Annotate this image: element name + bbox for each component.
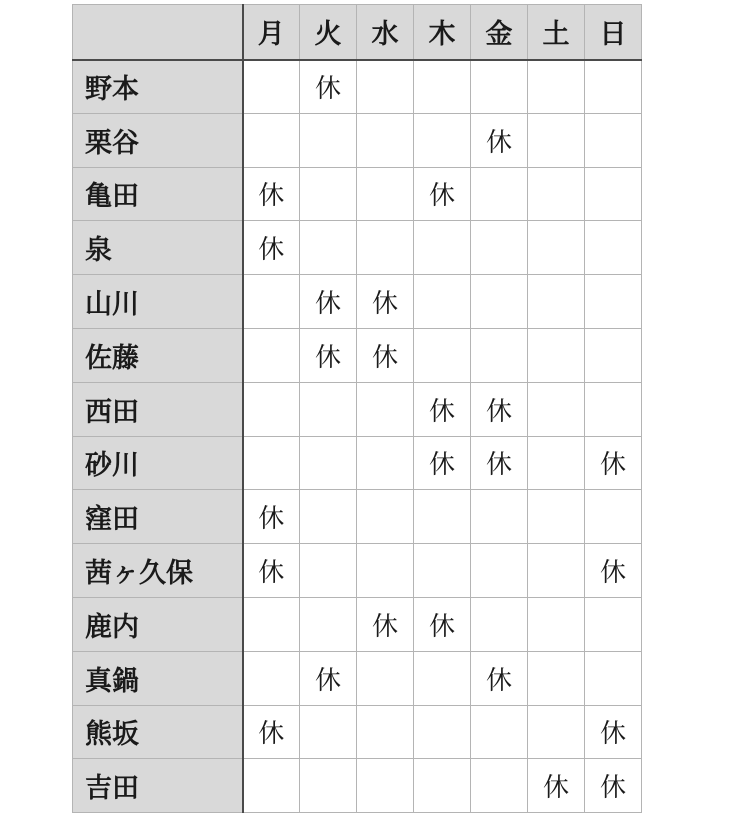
shift-cell-sun[interactable]: 休 bbox=[585, 436, 642, 490]
shift-cell-thu[interactable] bbox=[414, 275, 471, 329]
shift-cell-tue[interactable]: 休 bbox=[300, 275, 357, 329]
shift-cell-tue[interactable] bbox=[300, 544, 357, 598]
shift-cell-fri[interactable] bbox=[471, 328, 528, 382]
shift-cell-mon[interactable] bbox=[243, 382, 300, 436]
employee-name-cell[interactable]: 茜ヶ久保 bbox=[73, 544, 243, 598]
shift-cell-sat[interactable] bbox=[528, 651, 585, 705]
employee-name-cell[interactable]: 鹿内 bbox=[73, 597, 243, 651]
shift-cell-wed[interactable]: 休 bbox=[357, 597, 414, 651]
shift-cell-fri[interactable]: 休 bbox=[471, 382, 528, 436]
shift-cell-sun[interactable] bbox=[585, 113, 642, 167]
shift-cell-mon[interactable] bbox=[243, 275, 300, 329]
employee-name-cell[interactable]: 野本 bbox=[73, 60, 243, 114]
shift-cell-sat[interactable] bbox=[528, 221, 585, 275]
shift-cell-thu[interactable] bbox=[414, 651, 471, 705]
shift-cell-tue[interactable]: 休 bbox=[300, 328, 357, 382]
shift-cell-thu[interactable] bbox=[414, 328, 471, 382]
shift-cell-mon[interactable] bbox=[243, 597, 300, 651]
shift-schedule-table bbox=[72, 4, 642, 813]
employee-name-cell[interactable]: 山川 bbox=[73, 275, 243, 329]
shift-cell-wed[interactable] bbox=[357, 490, 414, 544]
shift-cell-wed[interactable] bbox=[357, 651, 414, 705]
shift-cell-wed[interactable] bbox=[357, 759, 414, 813]
employee-name-cell[interactable]: 熊坂 bbox=[73, 705, 243, 759]
shift-cell-fri[interactable] bbox=[471, 705, 528, 759]
shift-cell-tue[interactable] bbox=[300, 597, 357, 651]
shift-cell-mon[interactable]: 休 bbox=[243, 167, 300, 221]
day-header-fri[interactable]: 金 bbox=[471, 5, 528, 60]
shift-cell-tue[interactable]: 休 bbox=[300, 60, 357, 114]
shift-cell-wed[interactable] bbox=[357, 382, 414, 436]
day-header-sun[interactable]: 日 bbox=[585, 5, 642, 60]
shift-cell-sun[interactable]: 休 bbox=[585, 705, 642, 759]
day-header-mon[interactable]: 月 bbox=[243, 5, 300, 60]
shift-cell-sat[interactable] bbox=[528, 382, 585, 436]
shift-cell-sat[interactable] bbox=[528, 705, 585, 759]
shift-cell-sat[interactable] bbox=[528, 544, 585, 598]
employee-name-cell[interactable]: 真鍋 bbox=[73, 651, 243, 705]
employee-name-cell[interactable]: 泉 bbox=[73, 221, 243, 275]
table-row bbox=[73, 759, 642, 813]
table-row bbox=[73, 436, 642, 490]
shift-cell-mon[interactable] bbox=[243, 328, 300, 382]
table-row bbox=[73, 60, 642, 114]
shift-cell-sun[interactable] bbox=[585, 60, 642, 114]
shift-cell-wed[interactable] bbox=[357, 705, 414, 759]
shift-cell-sat[interactable] bbox=[528, 328, 585, 382]
employee-name-cell[interactable]: 窪田 bbox=[73, 490, 243, 544]
shift-cell-thu[interactable]: 休 bbox=[414, 436, 471, 490]
shift-cell-mon[interactable] bbox=[243, 759, 300, 813]
shift-cell-tue[interactable] bbox=[300, 436, 357, 490]
shift-cell-sat[interactable] bbox=[528, 597, 585, 651]
shift-cell-sat[interactable] bbox=[528, 275, 585, 329]
day-header-tue[interactable]: 火 bbox=[300, 5, 357, 60]
shift-cell-fri[interactable] bbox=[471, 597, 528, 651]
shift-cell-fri[interactable]: 休 bbox=[471, 651, 528, 705]
shift-cell-wed[interactable]: 休 bbox=[357, 328, 414, 382]
shift-cell-tue[interactable]: 休 bbox=[300, 651, 357, 705]
shift-cell-sun[interactable] bbox=[585, 167, 642, 221]
shift-cell-thu[interactable] bbox=[414, 113, 471, 167]
shift-cell-mon[interactable]: 休 bbox=[243, 705, 300, 759]
header-row bbox=[73, 5, 642, 60]
table-row bbox=[73, 705, 642, 759]
shift-cell-tue[interactable] bbox=[300, 382, 357, 436]
day-header-sat[interactable]: 土 bbox=[528, 5, 585, 60]
employee-name-cell[interactable]: 砂川 bbox=[73, 436, 243, 490]
shift-cell-fri[interactable]: 休 bbox=[471, 113, 528, 167]
shift-cell-tue[interactable] bbox=[300, 167, 357, 221]
table-row bbox=[73, 597, 642, 651]
shift-cell-mon[interactable] bbox=[243, 651, 300, 705]
table-row bbox=[73, 275, 642, 329]
shift-cell-fri[interactable] bbox=[471, 60, 528, 114]
schedule-body bbox=[73, 60, 642, 813]
shift-cell-fri[interactable] bbox=[471, 167, 528, 221]
shift-cell-thu[interactable]: 休 bbox=[414, 382, 471, 436]
shift-cell-fri[interactable] bbox=[471, 544, 528, 598]
shift-cell-mon[interactable]: 休 bbox=[243, 490, 300, 544]
shift-cell-sat[interactable] bbox=[528, 113, 585, 167]
shift-cell-wed[interactable]: 休 bbox=[357, 275, 414, 329]
shift-cell-mon[interactable] bbox=[243, 436, 300, 490]
shift-cell-sat[interactable] bbox=[528, 167, 585, 221]
shift-cell-mon[interactable] bbox=[243, 60, 300, 114]
shift-cell-fri[interactable] bbox=[471, 490, 528, 544]
shift-cell-thu[interactable] bbox=[414, 544, 471, 598]
shift-cell-sun[interactable] bbox=[585, 490, 642, 544]
shift-cell-sun[interactable]: 休 bbox=[585, 544, 642, 598]
shift-cell-sun[interactable] bbox=[585, 221, 642, 275]
shift-cell-sat[interactable] bbox=[528, 60, 585, 114]
shift-cell-thu[interactable] bbox=[414, 60, 471, 114]
shift-cell-sun[interactable] bbox=[585, 328, 642, 382]
shift-cell-wed[interactable] bbox=[357, 544, 414, 598]
shift-cell-tue[interactable] bbox=[300, 705, 357, 759]
shift-cell-sun[interactable] bbox=[585, 597, 642, 651]
employee-name-cell[interactable]: 吉田 bbox=[73, 759, 243, 813]
table-row bbox=[73, 382, 642, 436]
shift-cell-sun[interactable]: 休 bbox=[585, 759, 642, 813]
table-row bbox=[73, 328, 642, 382]
shift-cell-wed[interactable] bbox=[357, 113, 414, 167]
table-row bbox=[73, 113, 642, 167]
shift-cell-wed[interactable] bbox=[357, 60, 414, 114]
shift-cell-wed[interactable] bbox=[357, 221, 414, 275]
shift-cell-sat[interactable] bbox=[528, 490, 585, 544]
employee-name-cell[interactable]: 西田 bbox=[73, 382, 243, 436]
shift-cell-thu[interactable]: 休 bbox=[414, 597, 471, 651]
shift-cell-fri[interactable] bbox=[471, 759, 528, 813]
shift-cell-sat[interactable]: 休 bbox=[528, 759, 585, 813]
employee-name-cell[interactable]: 栗谷 bbox=[73, 113, 243, 167]
shift-cell-wed[interactable] bbox=[357, 167, 414, 221]
day-header-thu[interactable]: 木 bbox=[414, 5, 471, 60]
table-row bbox=[73, 490, 642, 544]
shift-cell-thu[interactable] bbox=[414, 759, 471, 813]
shift-cell-sun[interactable] bbox=[585, 382, 642, 436]
shift-cell-thu[interactable] bbox=[414, 221, 471, 275]
table-row bbox=[73, 167, 642, 221]
shift-cell-thu[interactable]: 休 bbox=[414, 167, 471, 221]
shift-cell-fri[interactable] bbox=[471, 221, 528, 275]
shift-cell-thu[interactable] bbox=[414, 705, 471, 759]
table-row bbox=[73, 544, 642, 598]
shift-cell-wed[interactable] bbox=[357, 436, 414, 490]
shift-cell-sun[interactable] bbox=[585, 651, 642, 705]
shift-cell-sat[interactable] bbox=[528, 436, 585, 490]
corner-cell[interactable] bbox=[73, 5, 243, 60]
shift-cell-tue[interactable] bbox=[300, 113, 357, 167]
employee-name-cell[interactable]: 佐藤 bbox=[73, 328, 243, 382]
shift-cell-tue[interactable] bbox=[300, 490, 357, 544]
shift-cell-fri[interactable]: 休 bbox=[471, 436, 528, 490]
day-header-wed[interactable]: 水 bbox=[357, 5, 414, 60]
shift-cell-mon[interactable]: 休 bbox=[243, 544, 300, 598]
employee-name-cell[interactable]: 亀田 bbox=[73, 167, 243, 221]
shift-cell-mon[interactable] bbox=[243, 113, 300, 167]
shift-cell-thu[interactable] bbox=[414, 490, 471, 544]
table-row bbox=[73, 651, 642, 705]
shift-cell-tue[interactable] bbox=[300, 221, 357, 275]
shift-cell-tue[interactable] bbox=[300, 759, 357, 813]
shift-cell-mon[interactable]: 休 bbox=[243, 221, 300, 275]
shift-cell-sun[interactable] bbox=[585, 275, 642, 329]
table-row bbox=[73, 221, 642, 275]
shift-cell-fri[interactable] bbox=[471, 275, 528, 329]
